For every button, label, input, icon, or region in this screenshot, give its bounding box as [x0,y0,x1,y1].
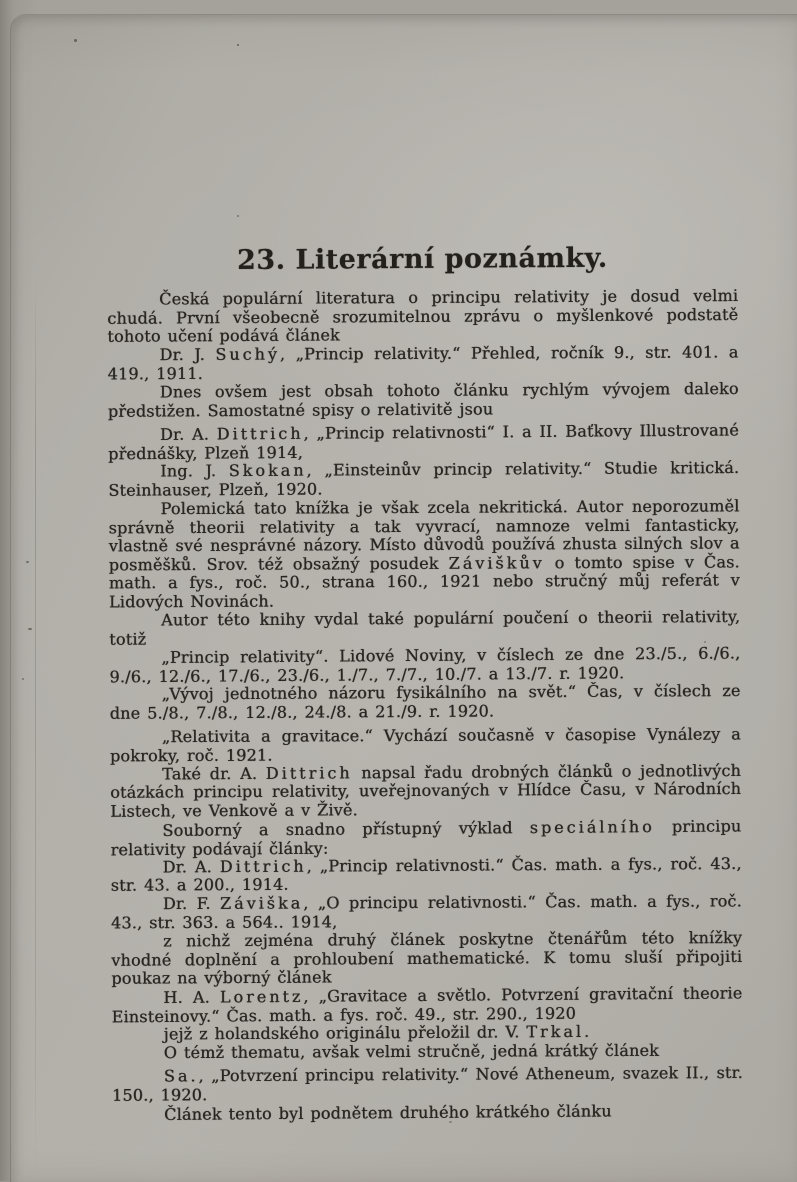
letterspaced-name: Suchý [215,344,280,363]
text-run: Souborný a snadno přístupný výklad [162,818,529,840]
chapter-heading: 23. Literární poznámky. [107,242,738,277]
text-run: Dr. A. [163,857,220,876]
paragraph [110,682,741,723]
text-run: Dnes ovšem jest obsah tohoto článku rychlým vývojem daleko předstižen. Samostatné spisy o relativitě jsou [108,379,739,420]
paragraph [107,343,738,383]
text-run: o tomto spise v Čas. math. a fys., roč. 50., strana 160., 1921 nebo stručný můj referát v Lidových Novinách. [109,552,740,611]
text-run: , „Potvrzení principu relativity.“ Nové Atheneum, svazek II., str. 150., 1920. [112,1063,743,1104]
letterspaced-name: Záviška [220,893,303,912]
text-run: . [584,1022,589,1041]
paragraph [108,459,739,500]
text-run: Česká populární literatura o principu relativity je dosud velmi chudá. První všeobecně srozumitelnou zprávu o myšlenkové podstatě tohoto učení podává článek [107,286,738,346]
paragraph [111,984,742,1026]
paragraph [112,1064,743,1105]
paragraph [110,817,741,859]
text-run: z nichž zejména druhý článek poskytne čtenářům této knížky vhodné doplnění a prohloubení mathematické. K tomu sluší připojiti poukaz na výborný článek [111,928,742,988]
paragraph [108,497,740,612]
letterspaced-name: Trkal [526,1022,584,1041]
text-run: Polemická tato knížka je však zcela nekritická. Autor neporozuměl správně theorii relativity a tak vyvrací, namnoze velmi fantasticky, vlastně své nesprávné názory. Místo důvodů používá zhusta silných slov a posměšků. Srov. též obsažný posudek [109,496,740,574]
text-run: „Relativita a gravitace.“ Vychází současně v časopise Vynálezy a pokroky, roč. 1921. [110,724,741,765]
text-run: Také dr. A. [162,764,266,784]
text-run: Dr. A. [160,425,217,444]
text-run: principu relativity podávají články: [110,816,741,859]
paragraph [108,380,739,421]
text-run: , „Princip relativnosti“ I. a II. Baťkovy Illustrované přednášky, Plzeň 1914, [108,421,739,464]
paragraph [111,855,742,896]
text-run: , „O principu relativnosti.“ Čas. math. a fys., roč. 43., str. 363. a 564.. 1914, [111,891,742,932]
text-run: , „Princip relativity.“ Přehled, ročník 9., str. 401. a 419., 1911. [108,342,739,383]
text-area [9,13,797,1125]
paragraph [110,762,741,822]
paragraph [112,1101,743,1125]
text-run: jejž z holandského originálu přeložil dr. V. [164,1022,527,1043]
paragraph [109,608,740,649]
letterspaced-name: Dittrich [220,856,307,876]
text-run: „Vývoj jednotného názoru fysikálního na svět.“ Čas, v číslech ze dne 5./8., 7./8., 12./8., 24./8. a 21./9. r. 1920. [110,681,741,722]
text-run: Ing. J. [160,461,229,480]
paragraph [111,929,742,989]
paragraph [110,725,741,765]
text-run: Dr. F. [163,894,220,913]
paragraph [112,1041,743,1063]
text-run: Dr. J. [159,345,215,364]
text-run: Autor této knihy vydal také populární poučení o theorii relativity, totiž [109,607,740,648]
paragraph [111,892,742,932]
text-run: H. A. [163,987,220,1006]
text-block [107,287,743,1124]
text-run: napsal řadu drobných článků o jednotlivých otázkách principu relativity, uveřejnovaných v Hlídce Času, v Národních Listech, ve Venkově a v Živě. [110,761,741,821]
text-run: O témž thematu, avšak velmi stručně, jedná krátký článek [164,1041,659,1062]
text-run: , „Gravitace a světlo. Potvrzení gravitační theorie Einsteinovy.“ Čas. math. a fys. roč. 49., str. 290., 1920 [111,983,742,1026]
letterspaced-name: Skokan [229,461,307,480]
text-run: Článek tento byl podnětem druhého krátkého článku [164,1101,612,1124]
text-run: , „Princip relativnosti.“ Čas. math. a fys., roč. 43., str. 43. a 200., 1914. [111,854,742,895]
paragraph [108,422,739,464]
letterspaced-name: Záviškův [449,553,545,572]
book-page [10,14,797,1182]
text-run: , „Einsteinův princip relativity.“ Studie kritická. Steinhauser, Plzeň, 1920. [108,458,739,499]
letterspaced-name: Dittrich [217,424,304,444]
paragraph [107,287,738,347]
text-run: „Princip relativity“. Lidové Noviny, v číslech ze dne 23./5., 6./6., 9./6., 12./6., 17./6., 23./6., 1./7., 7./7., 10./7. a 13./7. r. 1920. [109,644,740,687]
letterspaced-name: Sa. [164,1067,199,1086]
letterspaced-name: Lorentz [220,987,304,1007]
letterspaced-name: speciálního [530,817,655,837]
paragraph [109,645,740,687]
letterspaced-name: Dittrich [266,763,353,783]
